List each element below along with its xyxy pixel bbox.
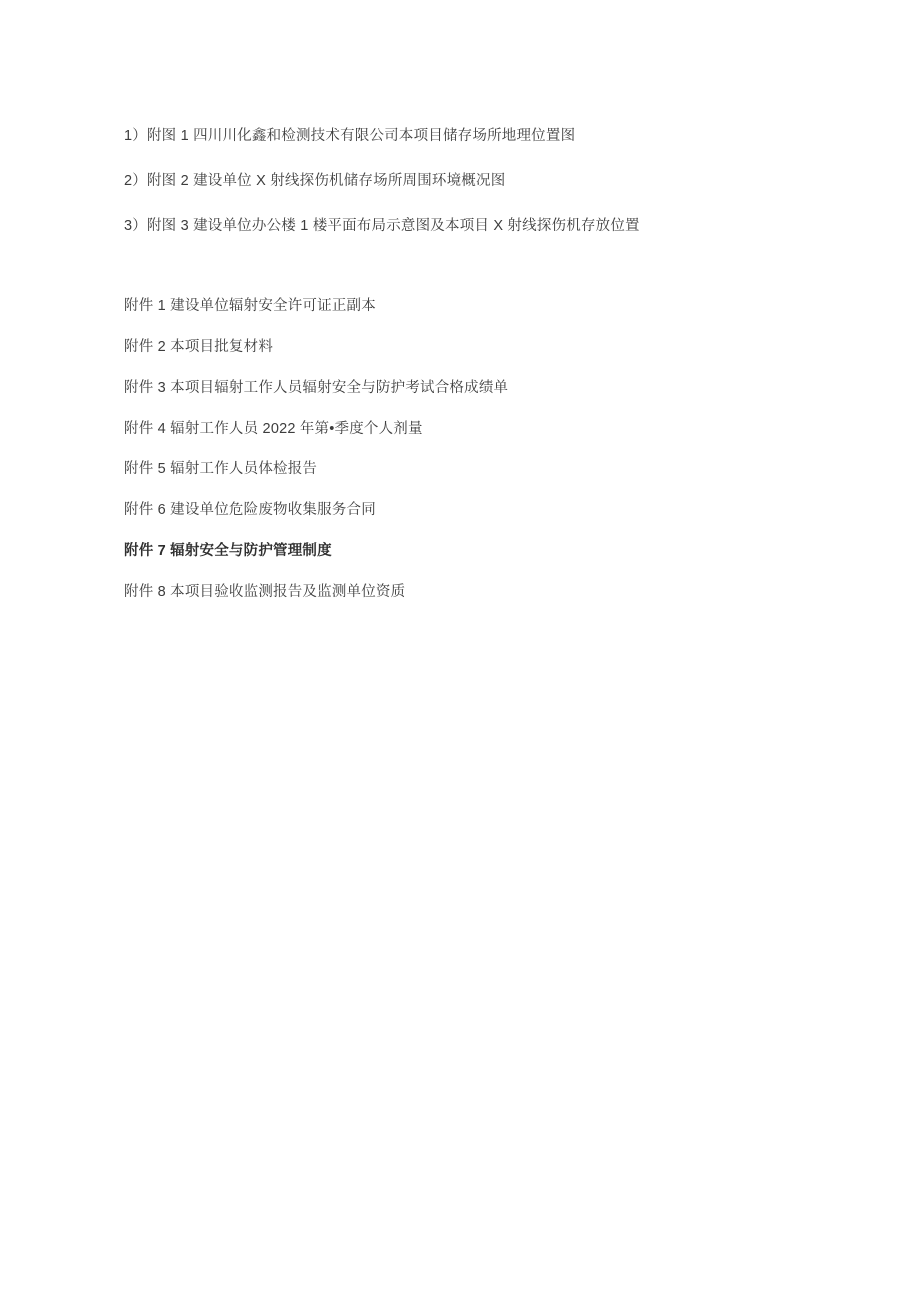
appendix-list-item: 附件 5 辐射工作人员体检报告 — [124, 461, 318, 478]
figure-list — [124, 126, 804, 237]
document-content — [124, 126, 804, 622]
appendix-list-item: 附件 3 本项目辐射工作人员辐射安全与防护考试合格成绩单 — [124, 379, 509, 396]
appendix-list-item: 附件 1 建设单位辐射安全许可证正副本 — [124, 298, 376, 315]
appendix-list — [124, 296, 804, 603]
appendix-list-item: 附件 6 建设单位危险废物收集服务合同 — [124, 502, 376, 518]
appendix-list-item: 附件 2 本项目批复材料 — [124, 339, 274, 355]
figure-list-item: 3）附图 3 建设单位办公楼 1 楼平面布局示意图及本项目 X 射线探伤机存放位置 — [124, 217, 640, 234]
figure-list-item: 2）附图 2 建设单位 X 射线探伤机储存场所周围环境概况图 — [124, 172, 506, 189]
section-spacer — [124, 260, 804, 296]
figure-list-item: 1）附图 1 四川川化鑫和检测技术有限公司本项目储存场所地理位置图 — [124, 128, 576, 144]
appendix-list-item: 附件 4 辐射工作人员 2022 年第•季度个人剂量 — [124, 420, 423, 437]
appendix-list-item: 附件 8 本项目验收监测报告及监测单位资质 — [124, 583, 406, 600]
appendix-list-item: 附件 7 辐射安全与防护管理制度 — [124, 542, 332, 559]
